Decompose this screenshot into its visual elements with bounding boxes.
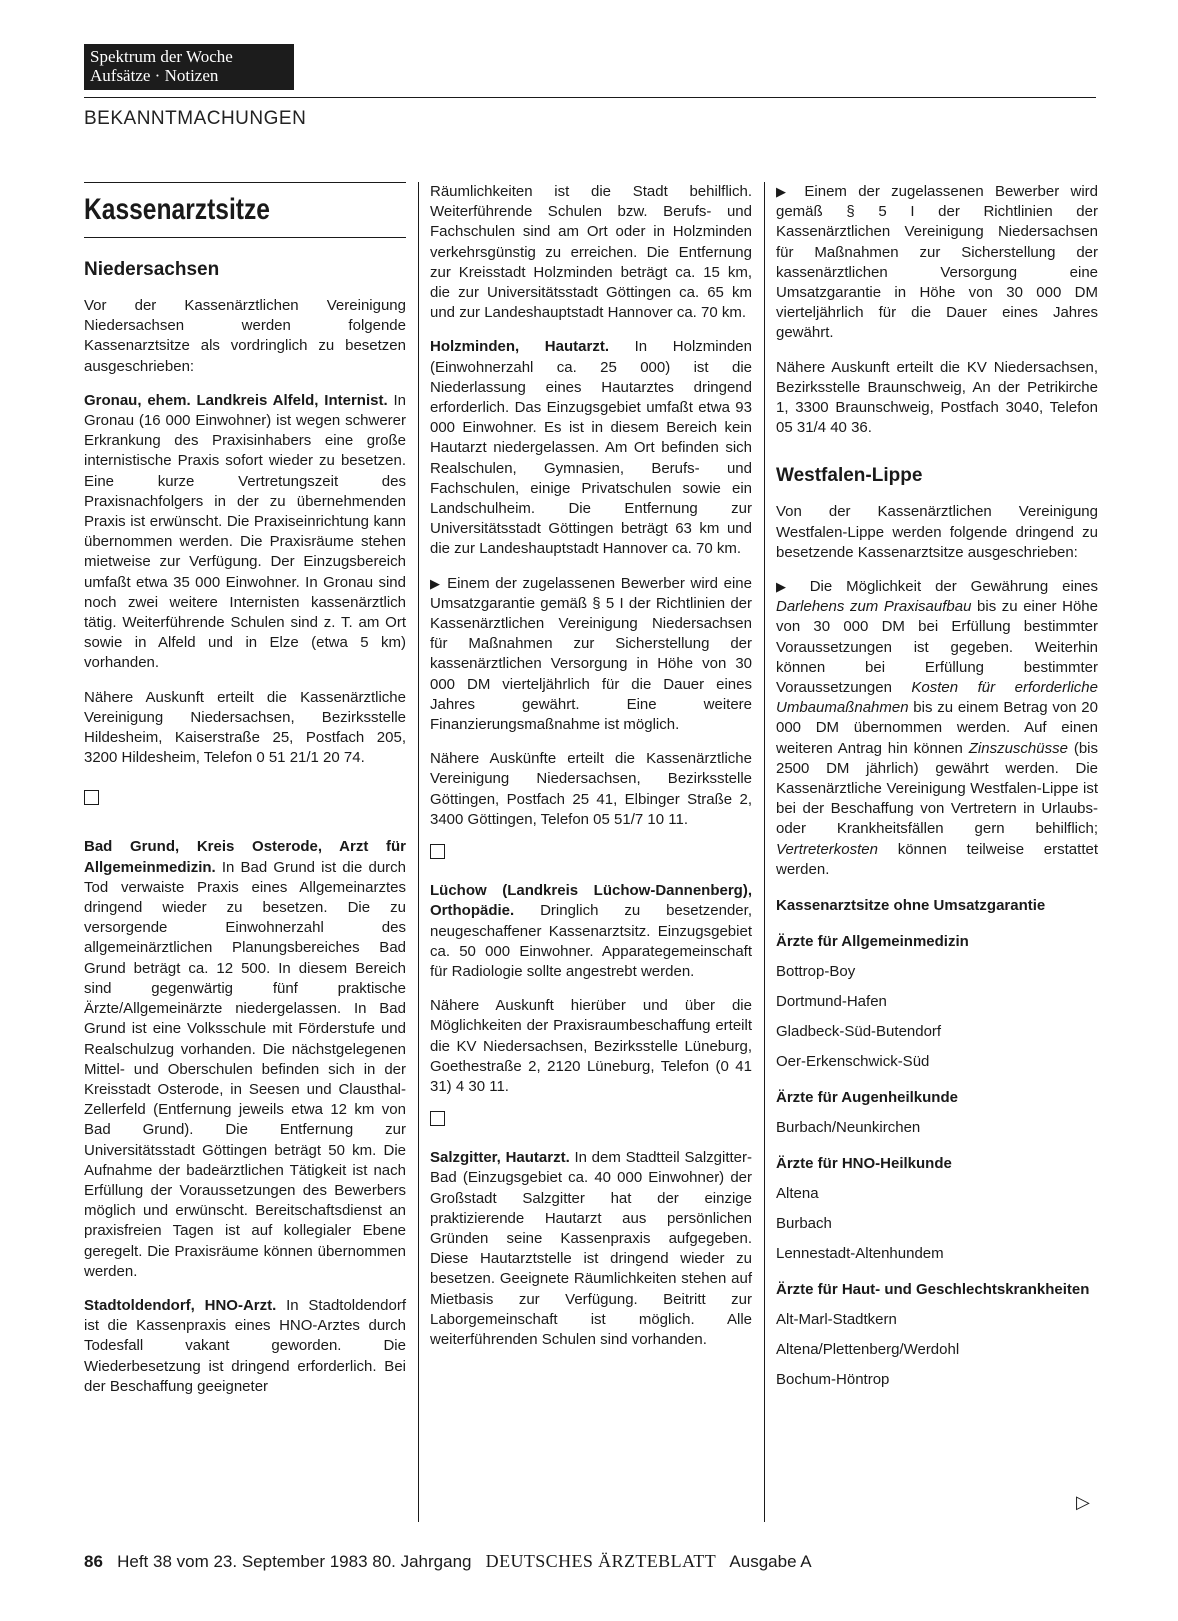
journal-name: DEUTSCHES ÄRZTEBLATT	[485, 1551, 717, 1571]
entry-text: Dringlich zu besetzender, neugeschaffener Kassenarztsitz. Einzugsgebiet ca. 50 000 Einwohner. Apparategemeinschaft für Radiologie sollte angestrebt werden.	[430, 902, 752, 980]
intro-paragraph: Von der Kassenärztlichen Vereinigung Westfalen-Lippe werden folgende dringend zu besetzende Kassenarztsitze ausgeschrieben:	[776, 503, 1098, 561]
square-icon	[430, 1111, 445, 1126]
entry-stadtoldendorf	[84, 1296, 406, 1397]
specialty-heading: Ärzte für Allgemeinmedizin	[776, 933, 969, 951]
list-item: Alt-Marl-Stadtkern	[776, 1311, 897, 1329]
entry-text: In Holzminden (Einwohnerzahl ca. 25 000) ist die Niederlassung eines Hautarztes dringend erforderlich. Das Einzugsgebiet umfaßt etwa 93 000 Einwohner. Es ist in diesem Bereich kein Hautarzt niedergelassen. Am Ort befinden sich Realschulen, Gymnasien, Berufs- und Fachschulen, einige Privatschulen sowie ein Landschulheim. Die Entfernung zur Universitätsstadt Göttingen beträgt 63 km und die zur Landeshauptstadt Hannover ca. 70 km.	[430, 338, 752, 558]
region-heading-westfalen-lippe: Westfalen-Lippe	[776, 465, 923, 487]
funding-paragraph: ▶ Die Möglichkeit der Gewährung eines Darlehens zum Praxisaufbau bis zu einer Höhe von 30 000 DM bei Erfüllung bestimmter Voraussetzungen ist gegeben. Weiterhin können bei Erfüllung bestimmter Voraussetzungen Kosten für erforderliche Umbaumaßnahmen bis zu einem Betrag von 20 000 DM übernommen werden. Auf einen weiteren Antrag hin können Zinszuschüsse (bis 2500 DM jährlich) gewährt werden. Die Kassenärztliche Vereinigung Westfalen-Lippe ist bei der Beschaffung von Vertretern in Urlaubs- oder Krankheitsfällen gern behilflich; Vertreterkosten können teilweise erstattet werden.	[776, 578, 1099, 878]
entry-salzgitter	[430, 1148, 752, 1350]
entry-guarantee	[430, 574, 752, 736]
specialty-heading: Ärzte für Augenheilkunde	[776, 1089, 958, 1107]
list-item: Altena	[776, 1185, 819, 1203]
column-3	[776, 182, 1098, 1400]
entry-heading: Stadtoldendorf, HNO-Arzt.	[84, 1296, 277, 1314]
square-icon	[430, 844, 445, 859]
entry-bad-grund	[84, 837, 406, 1281]
page-footer	[84, 1551, 812, 1572]
specialty-heading: Ärzte für HNO-Heilkunde	[776, 1155, 952, 1173]
entry-text: In Stadtoldendorf ist die Kassenpraxis eines HNO-Arztes durch Todesfall vakant geworden. Die Wiederbesetzung ist dringend erforderlich. Bei der Beschaffung geeigneter	[84, 1296, 406, 1395]
page-number: 86	[84, 1552, 103, 1571]
entry-luechow	[430, 881, 752, 982]
list-item: Burbach/Neunkirchen	[776, 1119, 921, 1137]
badge-line-1: Spektrum der Woche	[90, 47, 233, 66]
entry-text: In dem Stadtteil Salzgitter-Bad (Einzugsgebiet ca. 40 000 Einwohner) der Großstadt Salzgitter hat der einzige praktizierende Hautarzt aus persönlichen Gründen seine Kassenpraxis aufgegeben. Diese Hautarztstelle ist dringend wieder zu besetzen. Geeignete Räumlichkeiten stehen auf Mietbasis zur Verfügung. Beitritt zur Laborgemeinschaft ist möglich. Alle weiterführenden Schulen sind vorhanden.	[430, 1149, 752, 1348]
specialty-list	[776, 932, 1098, 1390]
list-item: Lennestadt-Altenhundem	[776, 1245, 944, 1263]
arrow-right-icon: ▶	[776, 579, 796, 595]
square-icon	[84, 790, 99, 805]
list-item: Altena/Plettenberg/Werdohl	[776, 1341, 960, 1359]
page-title: Kassenarztsitze	[84, 193, 270, 226]
column-divider-1	[418, 182, 419, 1522]
list-item: Gladbeck-Süd-Butendorf	[776, 1023, 942, 1041]
entry-heading: Bad Grund, Kreis Osterode, Arzt für Allgemeinmedizin.	[84, 838, 406, 876]
entry-text: Einem der zugelassenen Bewerber wird eine Umsatzgarantie gemäß § 5 I der Richtlinien der Kassenärztlichen Vereinigung Niedersachsen für Maßnahmen zur Sicherstellung der kassenärztlichen Versorgung in Höhe von 30 000 DM vierteljährlich für die Dauer eines Jahres gewährt. Eine weitere Finanzierungsmaßnahme ist möglich.	[430, 574, 752, 734]
entry-contact: Nähere Auskunft erteilt die Kassenärztliche Vereinigung Niedersachsen, Bezirksstelle Hildesheim, Kaiserstraße 25, Postfach 205, 3200 Hildesheim, Telefon 0 51 21/1 20 74.	[84, 688, 406, 767]
entry-text: Einem der zugelassenen Bewerber wird gemäß § 5 I der Richtlinien der Kassenärztlichen Vereinigung Niedersachsen für Maßnahmen zur Sicherstellung der kassenärztlichen Versorgung eine Umsatzgarantie in Höhe von 30 000 DM vierteljährlich für die Dauer eines Jahres gewährt.	[776, 183, 1099, 342]
list-title: Kassenarztsitze ohne Umsatzgarantie	[776, 897, 1046, 915]
title-rule-top	[84, 182, 406, 183]
column-divider-2	[764, 182, 765, 1522]
specialty-heading: Ärzte für Haut- und Geschlechtskrankheiten	[776, 1281, 1090, 1299]
list-item: Bottrop-Boy	[776, 963, 856, 981]
entry-gronau	[84, 391, 406, 674]
entry-heading: Holzminden, Hautarzt.	[430, 338, 609, 356]
entry-continuation: Räumlichkeiten ist die Stadt behilflich. Weiterführende Schulen bzw. Berufs- und Fachschulen sind am Ort oder in Holzminden verkehrsgünstig zu erreichen. Die Entfernung zur Kreisstadt Holzminden beträgt ca. 15 km, die zur Universitätsstadt Göttingen ca. 65 km und zur Landeshauptstadt Hannover ca. 70 km.	[430, 183, 752, 322]
title-rule-bottom	[84, 237, 406, 238]
journal-section-badge	[84, 44, 294, 90]
arrow-right-icon: ▶	[430, 575, 442, 591]
column-2	[430, 182, 752, 1364]
intro-paragraph: Vor der Kassenärztlichen Vereinigung Niedersachsen werden folgende Kassenarztsitze als vordringlich zu besetzen ausgeschrieben:	[84, 297, 406, 375]
header-rule	[84, 97, 1096, 98]
region-heading-niedersachsen: Niedersachsen	[84, 259, 220, 280]
triangle-right-icon: ▷	[1076, 1492, 1090, 1512]
edition: Ausgabe A	[729, 1552, 812, 1571]
entry-heading: Lüchow (Landkreis Lüchow-Dannenberg), Orthopädie.	[430, 882, 752, 920]
list-item: Burbach	[776, 1215, 832, 1233]
entry-heading: Salzgitter, Hautarzt.	[430, 1149, 570, 1167]
entry-text: In Bad Grund ist die durch Tod verwaiste Praxis eines Allgemeinarztes dringend wieder zu besetzen. Die zu versorgende Einwohnerzahl des allgemeinärztlichen Planungsbereiches Bad Grund beträgt ca. 12 500. In diesem Bereich sind gegenwärtig fünf praktische Ärzte/Allgemeinärzte niedergelassen. In Bad Grund ist eine Volksschule mit Förderstufe und Realschulzug vorhanden. Die nächstgelegenen Mittel- und Oberschulen befinden sich in der Kreisstadt Osterode, in Seesen und Clausthal-Zellerfeld (Entfernung jeweils etwa 12 km von Bad Grund). Die Entfernung zur Universitätsstadt Göttingen beträgt 50 km. Die Aufnahme der badeärztlichen Tätigkeit ist nach Erfüllung der Voraussetzungen des Bewerbers möglich und erwünscht. Bereitschaftsdienst an praxisfreien Tagen ist auf kollegialer Ebene geregelt. Die Praxisräume können übernommen werden.	[84, 858, 406, 1280]
entry-contact: Nähere Auskunft erteilt die KV Niedersachsen, Bezirksstelle Braunschweig, An der Petrikirche 1, 3300 Braunschweig, Postfach 3040, Telefon 05 31/4 40 36.	[776, 358, 1098, 437]
entry-heading: Gronau, ehem. Landkreis Alfeld, Internist.	[84, 391, 388, 409]
entry-guarantee	[776, 182, 1098, 344]
issue-info: Heft 38 vom 23. September 1983 80. Jahrgang	[117, 1552, 472, 1571]
column-1	[84, 182, 406, 1411]
list-item: Oer-Erkenschwick-Süd	[776, 1053, 930, 1071]
entry-text: In Gronau (16 000 Einwohner) ist wegen schwerer Erkrankung des Praxisinhabers eine große internistische Praxis sofort wieder zu besetzen. Eine kurze Vertretungszeit des Praxisnachfolgers in der zu übernehmenden Praxis ist erwünscht. Die Praxiseinrichtung kann übernommen werden. Die Praxisräume stehen mietweise zur Verfügung. Der Einzugsbereich umfaßt etwa 35 000 Einwohner. In Gronau sind noch zwei weitere Internisten kassenärztlich tätig. Weiterführende Schulen sind z. T. am Ort sowie in Alfeld und in Elze (etwa 5 km) vorhanden.	[84, 391, 406, 672]
entry-holzminden	[430, 337, 752, 559]
list-item: Dortmund-Hafen	[776, 993, 887, 1011]
list-item: Bochum-Höntrop	[776, 1371, 890, 1389]
arrow-right-icon: ▶	[776, 184, 794, 199]
entry-contact: Nähere Auskünfte erteilt die Kassenärztliche Vereinigung Niedersachsen, Bezirksstelle Göttingen, Postfach 25 41, Elbinger Straße 2, 3400 Göttingen, Telefon 05 51/7 10 11.	[430, 750, 752, 828]
section-label: BEKANNTMACHUNGEN	[84, 108, 307, 129]
badge-line-2: Aufsätze · Notizen	[90, 66, 219, 85]
entry-contact: Nähere Auskunft hierüber und über die Möglichkeiten der Praxisraumbeschaffung erteilt die KV Niedersachsen, Bezirksstelle Lüneburg, Goethestraße 2, 2120 Lüneburg, Telefon (0 41 31) 4 30 11.	[430, 997, 752, 1095]
